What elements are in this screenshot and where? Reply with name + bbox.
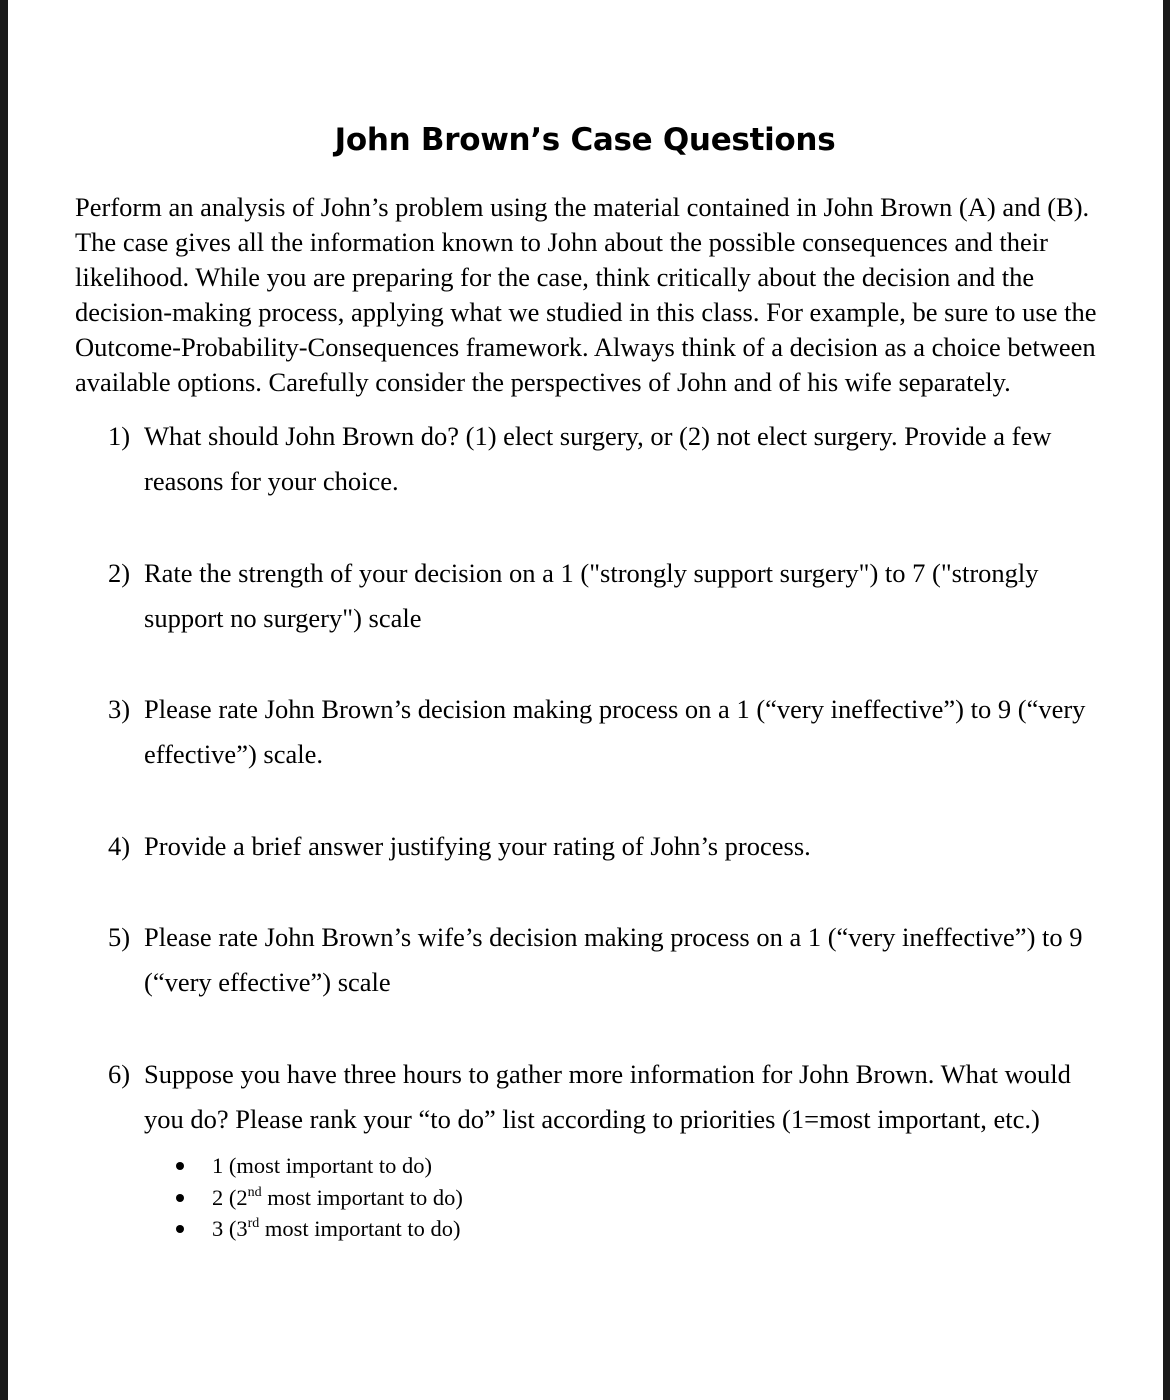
left-edge-border xyxy=(0,0,8,1400)
question-number: 4) xyxy=(108,831,131,861)
priority-list xyxy=(172,1150,463,1245)
question-3 xyxy=(108,687,1108,777)
list-item-text: 2 (2 xyxy=(212,1184,248,1210)
right-edge-border xyxy=(1163,0,1170,1400)
intro-line: available options. Carefully consider the perspectives of John and of his wife separately. xyxy=(75,367,1011,397)
intro-line: Outcome-Probability-Consequences framework. Always think of a decision as a choice between xyxy=(75,332,1096,362)
question-4 xyxy=(108,824,1108,869)
ordinal-suffix: nd xyxy=(247,1184,262,1200)
list-item xyxy=(172,1182,463,1214)
intro-line: The case gives all the information known to John about the possible consequences and their xyxy=(75,227,1048,257)
question-number: 2) xyxy=(108,558,131,588)
ordinal-suffix: rd xyxy=(247,1216,260,1231)
intro-paragraph xyxy=(75,190,1105,400)
question-number: 6) xyxy=(108,1059,131,1089)
question-number: 5) xyxy=(108,922,131,952)
question-6 xyxy=(108,1052,1108,1142)
list-item-text-end: most important to do) xyxy=(259,1216,461,1241)
question-line: Please rate John Brown’s decision making process on a 1 (“very ineffective”) to 9 (“very xyxy=(144,694,1086,724)
question-line: Please rate John Brown’s wife’s decision making process on a 1 (“very ineffective”) to 9 xyxy=(144,922,1083,952)
question-line: Rate the strength of your decision on a 1 ("strongly support surgery") to 7 ("strongly xyxy=(144,558,1039,588)
question-number: 3) xyxy=(108,694,131,724)
question-1 xyxy=(108,414,1108,504)
page-title: John Brown’s Case Questions xyxy=(334,122,836,158)
list-item-text-end: most important to do) xyxy=(261,1184,463,1210)
question-line: Suppose you have three hours to gather more information for John Brown. What would xyxy=(144,1059,1071,1089)
bullet-icon xyxy=(176,1194,184,1202)
question-5 xyxy=(108,915,1108,1005)
bullet-icon xyxy=(176,1162,184,1170)
bullet-icon xyxy=(176,1225,184,1233)
intro-line: decision-making process, applying what we studied in this class. For example, be sure to use the xyxy=(75,297,1097,327)
intro-line: likelihood. While you are preparing for the case, think critically about the decision and the xyxy=(75,262,1035,292)
question-line: reasons for your choice. xyxy=(144,466,399,496)
list-item xyxy=(172,1150,463,1182)
question-line: (“very effective”) scale xyxy=(144,967,391,997)
question-2 xyxy=(108,551,1108,641)
question-line: you do? Please rank your “to do” list according to priorities (1=most important, etc.) xyxy=(144,1104,1040,1134)
list-item-text: 3 (3 xyxy=(212,1216,248,1241)
list-item xyxy=(172,1213,463,1245)
question-line: effective”) scale. xyxy=(144,739,323,769)
list-item-text: 1 (most important to do) xyxy=(212,1153,432,1178)
question-number: 1) xyxy=(108,421,131,451)
question-line: support no surgery") scale xyxy=(144,603,422,633)
question-line: What should John Brown do? (1) elect surgery, or (2) not elect surgery. Provide a few xyxy=(144,421,1052,451)
intro-line: Perform an analysis of John’s problem using the material contained in John Brown (A) and (B). xyxy=(75,192,1090,222)
question-line: Provide a brief answer justifying your rating of John’s process. xyxy=(144,831,811,861)
